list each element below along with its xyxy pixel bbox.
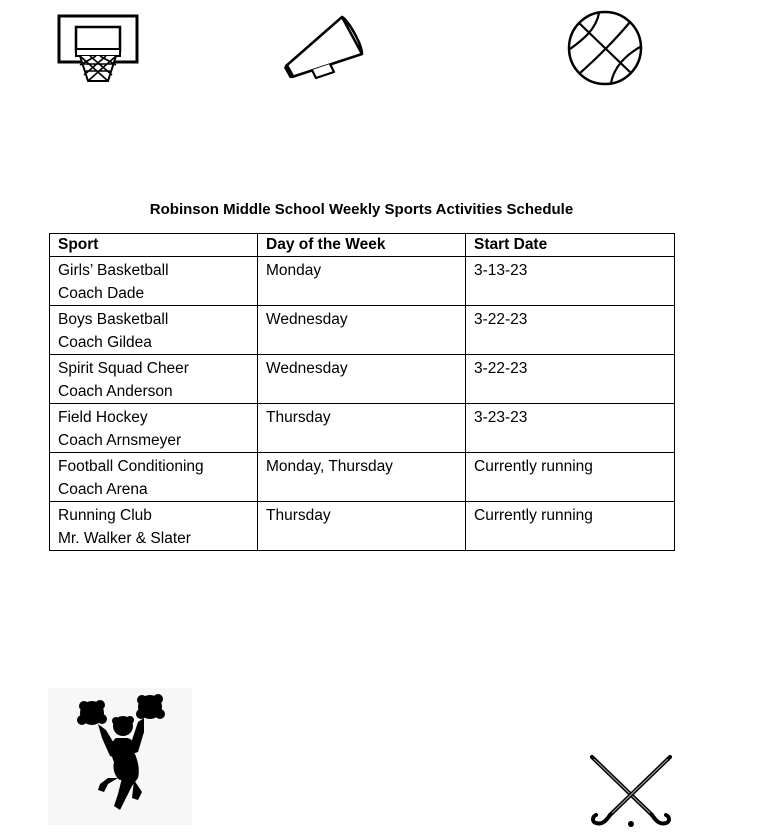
coach-name: Coach Gildea (58, 334, 152, 351)
start-date-cell: Currently running (466, 502, 675, 551)
header-sport: Sport (50, 234, 258, 257)
coach-name: Coach Anderson (58, 383, 173, 400)
field-hockey-sticks-icon (586, 753, 676, 829)
table-row (50, 404, 675, 453)
sport-cell (50, 257, 258, 306)
sport-cell (50, 502, 258, 551)
basketball-icon (566, 9, 644, 87)
day-cell: Monday (258, 257, 466, 306)
sport-name: Boys Basketball (58, 311, 169, 328)
day-cell: Wednesday (258, 306, 466, 355)
table-row (50, 453, 675, 502)
sport-name: Running Club (58, 507, 152, 524)
day-cell: Thursday (258, 404, 466, 453)
sport-cell (50, 404, 258, 453)
sport-cell (50, 453, 258, 502)
day-cell: Wednesday (258, 355, 466, 404)
basketball-hoop-icon (56, 13, 140, 85)
start-date-cell: 3-13-23 (466, 257, 675, 306)
sport-cell (50, 355, 258, 404)
coach-name: Coach Arnsmeyer (58, 432, 182, 449)
start-date-cell: 3-22-23 (466, 355, 675, 404)
header-start-date: Start Date (466, 234, 675, 257)
sport-name: Girls’ Basketball (58, 262, 169, 279)
cheerleader-icon (48, 688, 192, 825)
sport-name: Spirit Squad Cheer (58, 360, 189, 377)
table-row (50, 257, 675, 306)
day-cell: Thursday (258, 502, 466, 551)
table-row (50, 306, 675, 355)
sport-cell (50, 306, 258, 355)
start-date-cell: 3-22-23 (466, 306, 675, 355)
coach-name: Mr. Walker & Slater (58, 530, 191, 547)
header-day: Day of the Week (258, 234, 466, 257)
table-row (50, 502, 675, 551)
coach-name: Coach Arena (58, 481, 148, 498)
megaphone-icon (282, 14, 366, 82)
start-date-cell: Currently running (466, 453, 675, 502)
sport-name: Field Hockey (58, 409, 148, 426)
schedule-table (49, 233, 675, 551)
day-cell: Monday, Thursday (258, 453, 466, 502)
sport-name: Football Conditioning (58, 458, 204, 475)
table-row (50, 355, 675, 404)
table-header-row (50, 234, 675, 257)
start-date-cell: 3-23-23 (466, 404, 675, 453)
page-title: Robinson Middle School Weekly Sports Activities Schedule (149, 201, 574, 218)
coach-name: Coach Dade (58, 285, 145, 302)
